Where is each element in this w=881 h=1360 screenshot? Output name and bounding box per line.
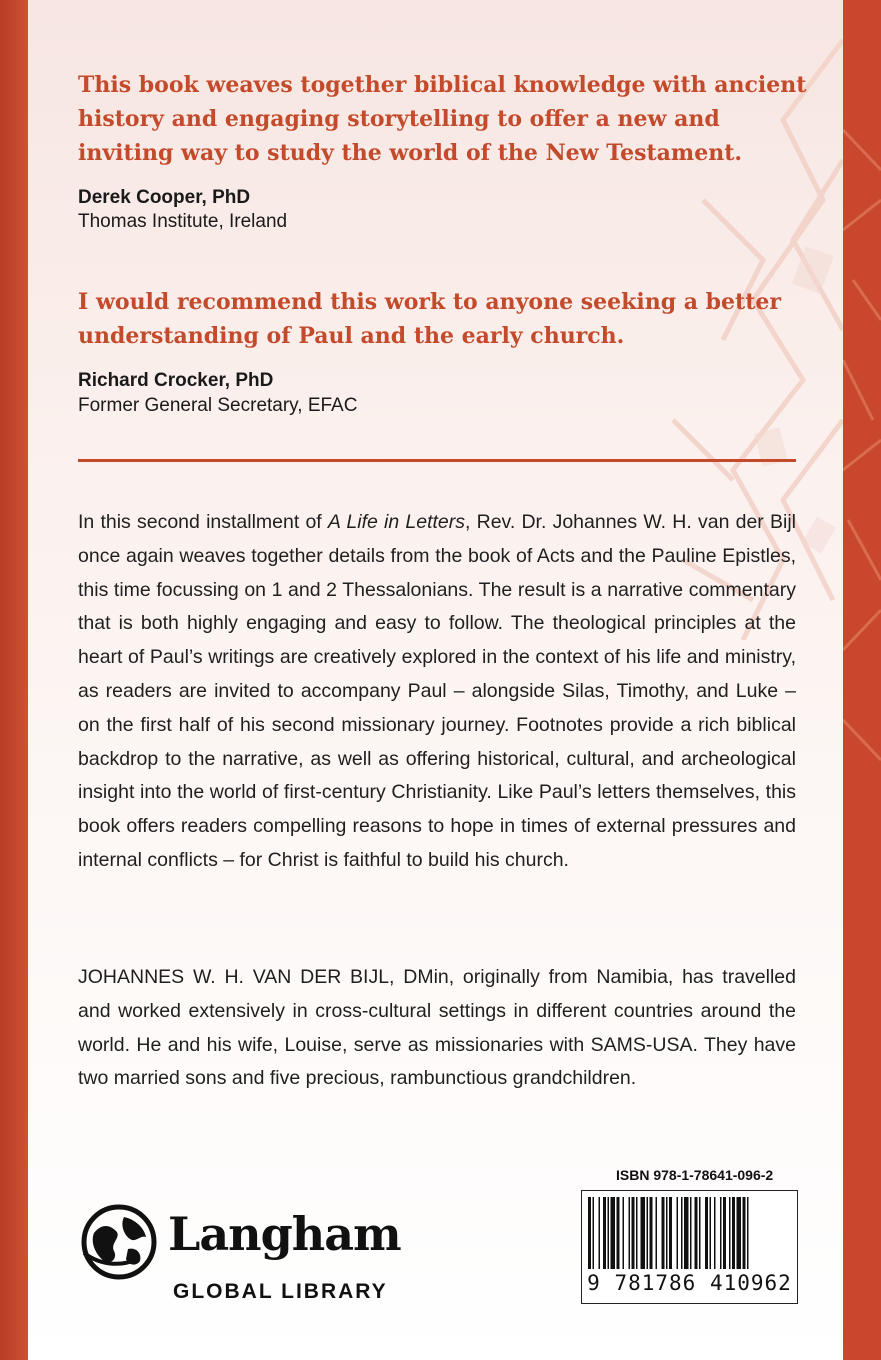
endorser-name-1: Derek Cooper, PhD	[78, 187, 251, 208]
barcode-bar	[720, 1197, 722, 1269]
author-bio: JOHANNES W. H. VAN DER BIJL, DMin, originally from Namibia, has travelled and worked extensively in cross-cultural settings in different countries around the world. He and his wife, Louise, serve as missionaries with SAMS-USA. They have two married sons and five precious, rambunctious grandchildren.	[78, 966, 796, 1090]
barcode-bar	[608, 1197, 610, 1269]
barcode-bar	[695, 1197, 698, 1269]
barcode-bar	[743, 1197, 746, 1269]
description-intro: In this second installment of	[78, 511, 328, 533]
barcode-bar	[599, 1197, 601, 1269]
barcode-bar	[747, 1197, 749, 1269]
barcode-bar	[603, 1197, 606, 1269]
publisher-name: Langham	[168, 1207, 401, 1261]
barcode-bar	[681, 1197, 683, 1269]
barcode	[581, 1190, 798, 1304]
barcode-bar	[705, 1197, 708, 1269]
barcode-bar	[593, 1197, 595, 1269]
publisher-imprint: GLOBAL LIBRARY	[173, 1280, 388, 1303]
left-border	[0, 0, 28, 1360]
barcode-bar	[669, 1197, 672, 1269]
barcode-bar	[732, 1197, 735, 1269]
barcode-bar	[647, 1197, 649, 1269]
endorsement-quote-2: I would recommend this work to anyone seeking a better understanding of Paul and the early church.	[78, 289, 781, 349]
globe-icon	[80, 1203, 158, 1281]
barcode-bar	[623, 1197, 625, 1269]
barcode-bar	[629, 1197, 631, 1269]
barcode-bar	[729, 1197, 731, 1269]
barcode-bar	[611, 1197, 616, 1269]
right-border	[843, 0, 881, 1360]
endorser-name-2: Richard Crocker, PhD	[78, 370, 274, 391]
barcode-bar	[588, 1197, 591, 1269]
back-cover-panel	[28, 0, 843, 1360]
barcode-bar	[636, 1197, 638, 1269]
barcode-bar	[650, 1197, 653, 1269]
endorsement-quote-1: This book weaves together biblical knowledge with ancient history and engaging storytelling to offer a new and inviting way to study the world of the New Testament.	[78, 72, 807, 166]
barcode-bar	[699, 1197, 701, 1269]
description-rest: , Rev. Dr. Johannes W. H. van der Bijl once again weaves together details from the book of Acts and the Pauline Epistles, this time focussing on 1 and 2 Thessalonians. The result is a narrative commentary that is both highly engaging and easy to follow. The theological principles at the heart of Paul’s writings are creatively explored in the context of his life and ministry, as readers are invited to accompany Paul – alongside Silas, Timothy, and Luke – on the first half of his second missionary journey. Footnotes provide a rich biblical backdrop to the narrative, as well as offering historical, cultural, and archeological insight into the world of first-century Christianity. Like Paul’s letters themselves, this book offers readers compelling reasons to hope in times of external pressures and internal conflicts – for Christ is faithful to build his church.	[78, 511, 796, 871]
isbn-label: ISBN 978-1-78641-096-2	[616, 1167, 774, 1183]
barcode-bar	[677, 1197, 679, 1269]
barcode-bar	[714, 1197, 716, 1269]
book-title: A Life in Letters	[327, 511, 466, 533]
barcode-bar	[690, 1197, 692, 1269]
divider-rule	[78, 459, 796, 462]
barcode-bar	[666, 1197, 668, 1269]
barcode-bar	[656, 1197, 658, 1269]
endorser-role-1: Thomas Institute, Ireland	[78, 211, 288, 232]
endorser-role-2: Former General Secretary, EFAC	[78, 395, 358, 416]
barcode-bar	[617, 1197, 620, 1269]
book-description	[78, 506, 796, 878]
barcode-bar	[723, 1197, 726, 1269]
barcode-bar	[737, 1197, 742, 1269]
barcode-digits: 9 781786 410962	[587, 1271, 792, 1295]
barcode-bar	[662, 1197, 665, 1269]
barcode-bar	[710, 1197, 712, 1269]
barcode-bar	[632, 1197, 635, 1269]
barcode-bar	[641, 1197, 646, 1269]
barcode-bar	[684, 1197, 689, 1269]
barcode-bars	[582, 1191, 797, 1273]
right-border-pattern	[843, 0, 881, 1360]
